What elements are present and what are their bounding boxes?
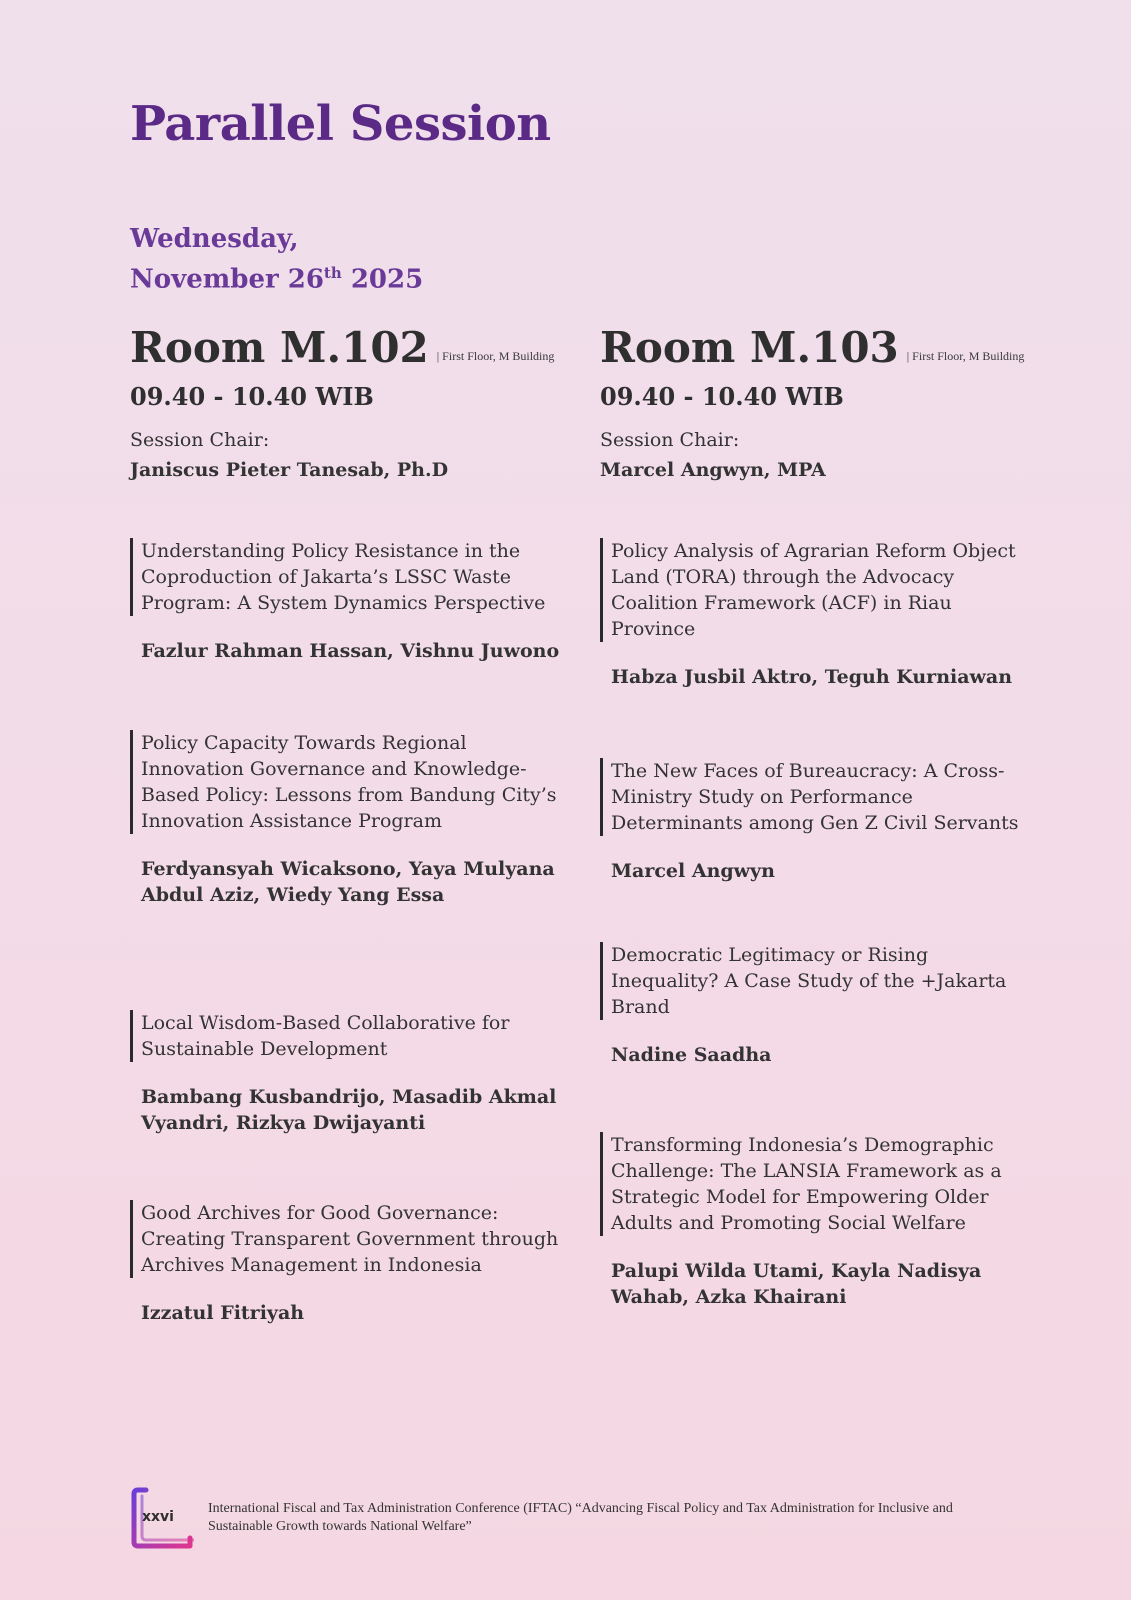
room-header xyxy=(130,318,560,370)
room-name: Room M.102 xyxy=(130,323,429,372)
paper-title: The New Faces of Bureaucracy: A Cross-Ministry Study on Performance Determinants among Gen Z Civil Servants xyxy=(600,758,1030,836)
paper-authors: Bambang Kusbandrijo, Masadib Akmal Vyandri, Rizkya Dwijayanti xyxy=(141,1086,557,1134)
paper-authors: Palupi Wilda Utami, Kayla Nadisya Wahab, Azka Khairani xyxy=(611,1260,982,1308)
paper-authors: Marcel Angwyn xyxy=(611,860,775,882)
session-chair-label: Session Chair: xyxy=(600,429,740,451)
footer xyxy=(130,1486,1010,1550)
paper-item xyxy=(130,1010,560,1136)
session-chair-name: Marcel Angwyn, MPA xyxy=(600,459,826,481)
session-time: 09.40 - 10.40 WIB xyxy=(600,382,844,411)
paper-item xyxy=(600,942,1030,1068)
paper-item xyxy=(130,538,560,664)
session-time: 09.40 - 10.40 WIB xyxy=(130,382,374,411)
paper-authors: Ferdyansyah Wicaksono, Yaya Mulyana Abdul Aziz, Wiedy Yang Essa xyxy=(141,858,555,906)
paper-item xyxy=(130,1200,560,1326)
room-name: Room M.103 xyxy=(600,323,899,372)
session-date xyxy=(130,222,423,297)
paper-item xyxy=(600,538,1030,690)
paper-item xyxy=(600,758,1030,884)
room-location: | First Floor, M Building xyxy=(436,349,555,363)
paper-item xyxy=(600,1132,1030,1310)
paper-authors: Nadine Saadha xyxy=(611,1044,772,1066)
paper-item xyxy=(130,730,560,908)
paper-authors: Fazlur Rahman Hassan, Vishnu Juwono xyxy=(141,640,560,662)
room-header xyxy=(600,318,1030,370)
paper-title: Policy Capacity Towards Regional Innovation Governance and Knowledge-Based Policy: Lessons from Bandung City’s Innovation Assistance Program xyxy=(130,730,560,834)
paper-authors: Izzatul Fitriyah xyxy=(141,1302,305,1324)
date-day: November 26th 2025 xyxy=(130,264,424,295)
paper-title: Good Archives for Good Governance: Creating Transparent Government through Archives Management in Indonesia xyxy=(130,1200,560,1278)
paper-title: Transforming Indonesia’s Demographic Challenge: The LANSIA Framework as a Strategic Model for Empowering Older Adults and Promoting Social Welfare xyxy=(600,1132,1030,1236)
room-column-m103 xyxy=(600,318,1030,1308)
session-chair-name: Janiscus Pieter Tanesab, Ph.D xyxy=(130,459,449,481)
date-weekday: Wednesday, xyxy=(130,224,299,254)
page-title: Parallel Session xyxy=(130,96,551,152)
conference-logo xyxy=(130,1486,194,1550)
logo-text: xxvi xyxy=(142,1509,174,1525)
paper-title: Policy Analysis of Agrarian Reform Object Land (TORA) through the Advocacy Coalition Framework (ACF) in Riau Province xyxy=(600,538,1030,642)
room-column-m102 xyxy=(130,318,560,1324)
paper-authors: Habza Jusbil Aktro, Teguh Kurniawan xyxy=(611,666,1013,688)
paper-title: Democratic Legitimacy or Rising Inequality? A Case Study of the +Jakarta Brand xyxy=(600,942,1030,1020)
paper-title: Local Wisdom-Based Collaborative for Sustainable Development xyxy=(130,1010,560,1062)
room-location: | First Floor, M Building xyxy=(906,349,1025,363)
session-chair-label: Session Chair: xyxy=(130,429,270,451)
paper-title: Understanding Policy Resistance in the Coproduction of Jakarta’s LSSC Waste Program: A System Dynamics Perspective xyxy=(130,538,560,616)
footer-conference-text: International Fiscal and Tax Administration Conference (IFTAC) “Advancing Fiscal Policy and Tax Administration for Inclusive and Sustainable Growth towards National Welfare” xyxy=(208,1501,953,1534)
